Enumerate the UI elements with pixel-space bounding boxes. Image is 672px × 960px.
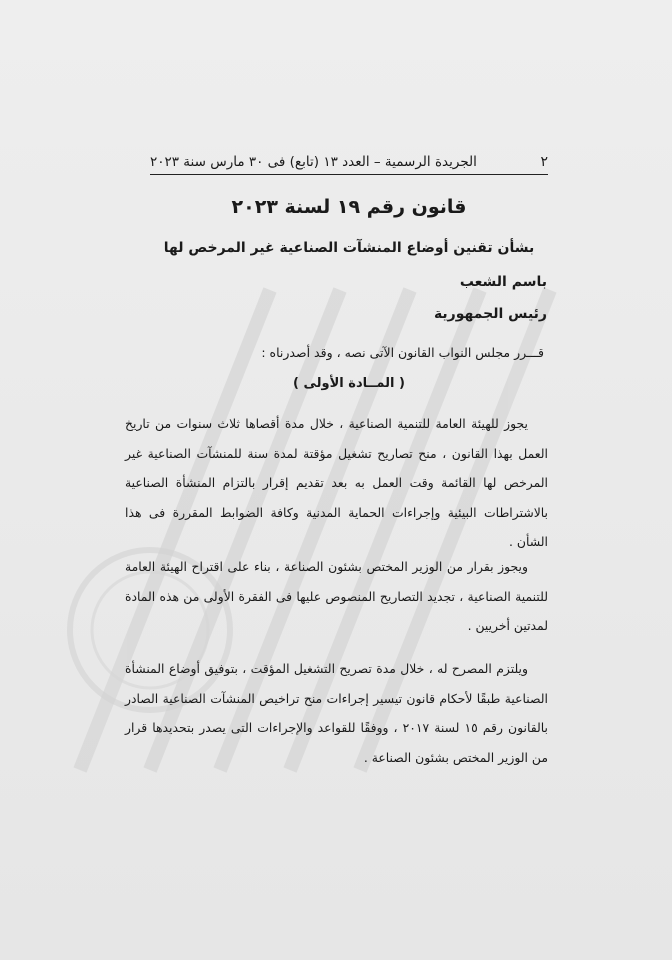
law-title: قانون رقم ١٩ لسنة ٢٠٢٣ (231, 196, 467, 218)
page-header (150, 152, 548, 172)
article-paragraph-3: ويلتزم المصرح له ، خلال مدة تصريح التشغيل المؤقت ، بتوفيق أوضاع المنشأة الصناعية طبقًا لأحكام قانون تيسير إجراءات منح تراخيص المنشآت الصناعية الصادر بالقانون رقم ١٥ لسنة ٢٠١٧ ، ووفقًا للقواعد والإجراءات التى يصدر بتحديدها قرار من الوزير المختص بشئون الصناعة . (125, 661, 548, 765)
president-heading: رئيس الجمهورية (433, 306, 547, 322)
law-subtitle: بشأن تقنين أوضاع المنشآت الصناعية غير المرخص لها (163, 240, 535, 256)
header-divider (150, 174, 548, 175)
enactment-clause: قـــرر مجلس النواب القانون الآتى نصه ، وقد أصدرناه : (261, 345, 544, 360)
article-paragraph-2: ويجوز بقرار من الوزير المختص بشئون الصناعة ، بناء على اقتراح الهيئة العامة للتنمية الصناعية ، تجديد التصاريح المنصوص عليها فى الفقرة الأولى من هذه المادة لمدتين أخريين . (125, 559, 548, 633)
gazette-issue-line: الجريدة الرسمية – العدد ١٣ (تابع) فى ٣٠ مارس سنة ٢٠٢٣ (150, 154, 477, 170)
article-paragraph-1: يجوز للهيئة العامة للتنمية الصناعية ، خلال مدة أقصاها ثلاث سنوات من تاريخ العمل بهذا القانون ، منح تصاريح تشغيل مؤقتة لمدة سنة للمنشآت الصناعية غير المرخص لها القائمة وقت العمل به بعد تقديم إقرار بالتزام المنشأة الصناعية بالاشتراطات البيئية وإجراءات الحماية المدنية وكافة الضوابط المقررة فى هذا الشأن . (125, 416, 548, 549)
page-number: ٢ (540, 154, 548, 170)
article-heading: ( المــادة الأولى ) (293, 376, 405, 391)
in-name-of-people: باسم الشعب (459, 274, 547, 290)
